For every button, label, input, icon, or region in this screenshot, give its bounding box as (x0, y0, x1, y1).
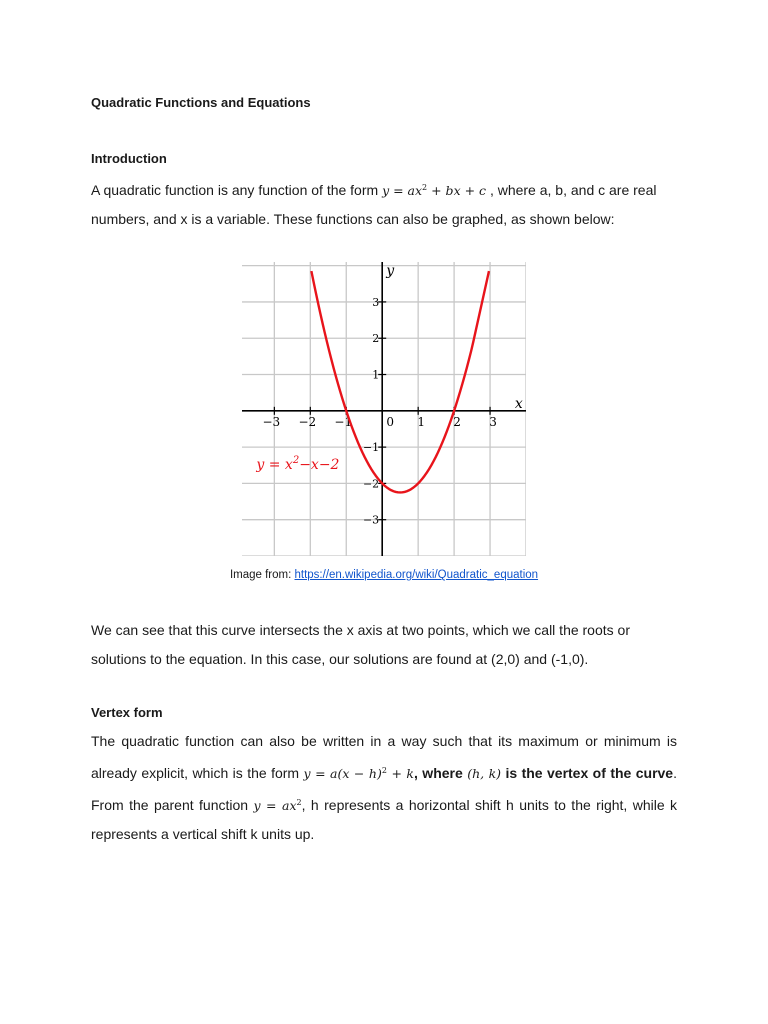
vertex-text-1: The quadratic function can also be written in a way such that its maximum or minimum is already explicit, which is the form (91, 733, 677, 782)
vertex-text-2: . From the parent function (91, 765, 677, 814)
caption-prefix: Image from: (229, 569, 295, 581)
curve-equation-label (255, 455, 339, 473)
x-tick-label: 1 (417, 414, 425, 429)
roots-paragraph: We can see that this curve intersects the x axis at two points, which we call the roots or solutions to the equation. In this case, our solutions are found at (2,0) and (-1,0). (91, 622, 630, 667)
quadratic-formula: $y = ax^2$ + bx + c (382, 183, 487, 199)
vertex-bold-where: , where (414, 765, 463, 782)
vertex-form-formula: $y = a(x - h)^2 + k$ (303, 766, 414, 782)
wikipedia-link[interactable]: https://en.wikipedia.org/wiki/Quadratic_equation (294, 569, 539, 581)
y-tick-label: −1 (362, 441, 380, 455)
x-tick-label: 0 (386, 414, 395, 429)
vertex-text-3: , h represents a horizontal shift h units to the right, while k represents a vertical shift k units up. (91, 797, 678, 843)
parabola-figure (242, 262, 526, 556)
introduction-heading: Introduction (91, 151, 167, 166)
x-tick-label: −1 (334, 414, 353, 429)
document-title: Quadratic Functions and Equations (91, 95, 311, 110)
vertex-form-paragraph (91, 727, 677, 849)
introduction-paragraph (91, 173, 677, 234)
intro-text-before: A quadratic function is any function of the form (91, 182, 379, 199)
y-axis-label: y (386, 263, 395, 280)
figure-caption (0, 569, 768, 581)
x-tick-label: 3 (489, 414, 497, 429)
y-tick-label: 2 (372, 332, 380, 346)
y-tick-label: 1 (372, 368, 380, 382)
equation-rest: −x−2 (299, 456, 340, 473)
x-axis-label: x (514, 395, 523, 412)
y-tick-label: −3 (362, 513, 380, 527)
x-tick-label: −3 (262, 414, 281, 429)
vertex-hk: (h, k) (467, 766, 502, 782)
y-tick-label: −2 (362, 477, 380, 491)
equation-main: y = x (256, 456, 293, 473)
x-tick-label: 2 (453, 414, 461, 429)
parabola-chart (242, 262, 526, 556)
parent-function-formula: $y = ax^2$ (253, 798, 302, 814)
y-tick-label: 3 (372, 295, 380, 309)
x-tick-label: −2 (298, 414, 317, 429)
vertex-form-heading: Vertex form (91, 705, 163, 720)
intro-text-after: , where a, b, and c are real numbers, and x is a variable. These functions can also be graphed, as shown below: (91, 182, 657, 228)
vertex-bold-definition: is the vertex of the curve (505, 765, 674, 782)
equation-exponent: 2 (292, 454, 300, 466)
